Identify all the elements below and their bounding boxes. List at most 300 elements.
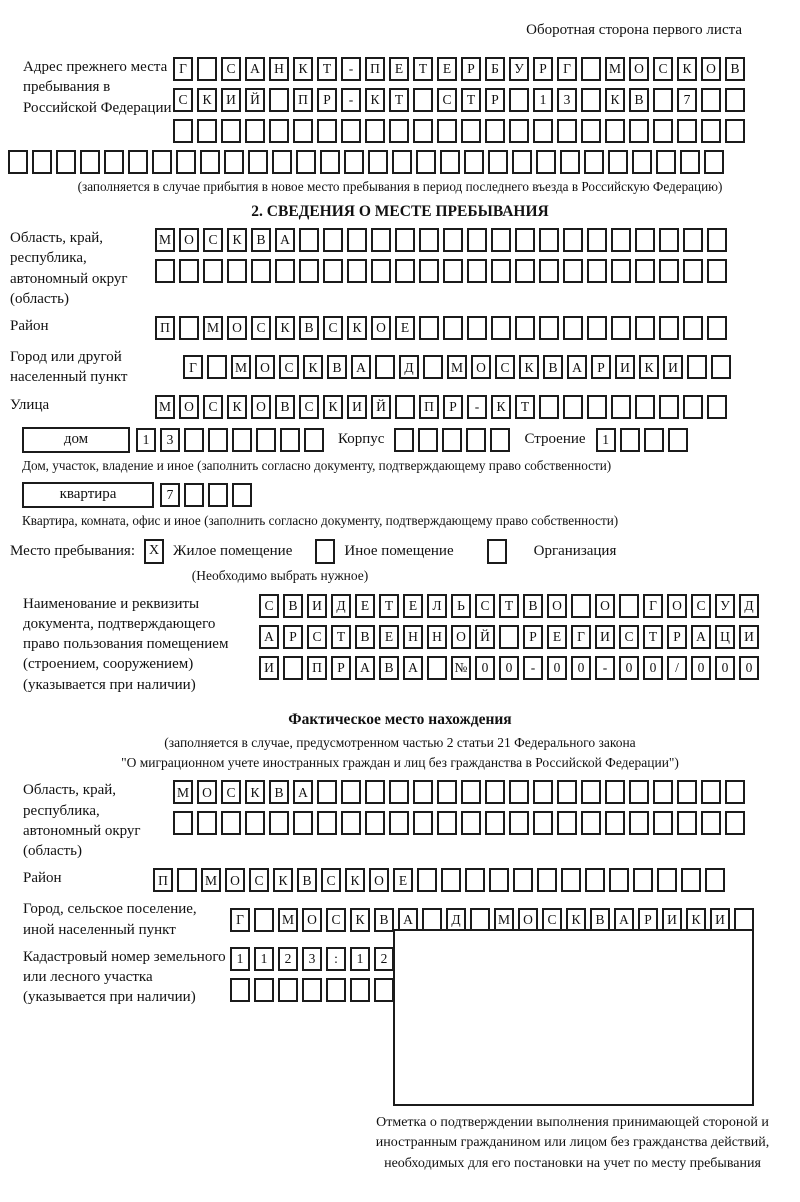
char-cell: У — [509, 57, 529, 81]
char-cell — [539, 259, 559, 283]
char-cell — [561, 868, 581, 892]
char-cell: М — [605, 57, 625, 81]
char-cell — [365, 780, 385, 804]
char-cell — [413, 811, 433, 835]
char-cell — [585, 868, 605, 892]
char-cell: Й — [371, 395, 391, 419]
char-cell — [734, 908, 754, 932]
char-cell — [725, 811, 745, 835]
char-cell: К — [639, 355, 659, 379]
char-cell — [701, 88, 721, 112]
char-cell: А — [259, 625, 279, 649]
char-cell — [659, 395, 679, 419]
char-cell — [539, 316, 559, 340]
char-cell: Р — [461, 57, 481, 81]
char-cell — [467, 316, 487, 340]
char-cell — [232, 483, 252, 507]
actual-caption-1: (заполняется в случае, предусмотренном частью 2 статьи 21 Федерального закона — [164, 734, 636, 750]
char-cell: О — [471, 355, 491, 379]
doc-label: Наименование и реквизиты документа, подтверждающего право пользования помещением (строением, сооружением) (указывается при наличии) — [23, 595, 229, 693]
char-cell — [653, 119, 673, 143]
char-cell: О — [451, 625, 471, 649]
char-cell: Е — [437, 57, 457, 81]
actual-caption — [0, 733, 800, 774]
char-cell: К — [293, 57, 313, 81]
actual-caption-2: "О миграционном учете иностранных граждан и лиц без гражданства в Российской Федерации") — [121, 755, 679, 770]
char-cell — [489, 868, 509, 892]
char-cell — [104, 150, 124, 174]
char-cell: Т — [515, 395, 535, 419]
char-cell — [375, 355, 395, 379]
char-cell: М — [203, 316, 223, 340]
char-cell — [464, 150, 484, 174]
char-cell — [467, 259, 487, 283]
char-cell: Р — [591, 355, 611, 379]
char-cell: 0 — [475, 656, 495, 680]
char-cell: 3 — [302, 947, 322, 971]
char-cell: С — [321, 868, 341, 892]
char-cell — [272, 150, 292, 174]
char-cell — [611, 228, 631, 252]
char-cell — [427, 656, 447, 680]
char-cell: Д — [446, 908, 466, 932]
f-oblast-row-2 — [173, 811, 745, 835]
char-cell: И — [663, 355, 683, 379]
kvartira-field — [22, 482, 800, 508]
char-cell — [423, 355, 443, 379]
char-cell — [245, 119, 265, 143]
char-cell — [536, 150, 556, 174]
char-cell: О — [179, 228, 199, 252]
char-cell — [443, 316, 463, 340]
char-cell — [581, 811, 601, 835]
prev-address-label: Адрес прежнего места пребывания в Российской Федерации — [23, 59, 172, 116]
gorod-field — [10, 347, 800, 388]
char-cell — [711, 355, 731, 379]
char-cell — [207, 355, 227, 379]
char-cell: Л — [427, 594, 447, 618]
mesto-field — [10, 539, 800, 564]
char-cell: А — [351, 355, 371, 379]
char-cell: Е — [389, 57, 409, 81]
char-cell: Р — [485, 88, 505, 112]
char-cell — [280, 428, 300, 452]
char-cell — [701, 811, 721, 835]
prev-address-row-2 — [173, 88, 745, 112]
char-cell — [491, 259, 511, 283]
doc-row-3 — [259, 656, 759, 680]
char-cell — [725, 119, 745, 143]
char-cell: Й — [245, 88, 265, 112]
char-cell: А — [398, 908, 418, 932]
char-cell: М — [231, 355, 251, 379]
char-cell: Т — [331, 625, 351, 649]
char-cell — [677, 119, 697, 143]
prev-address-block — [23, 57, 800, 143]
char-cell — [539, 228, 559, 252]
char-cell: К — [273, 868, 293, 892]
char-cell: Р — [523, 625, 543, 649]
dom-caption: Дом, участок, владение и иное (заполнить согласно документу, подтверждающему право собственности) — [22, 457, 612, 473]
char-cell: А — [403, 656, 423, 680]
kadastr-label: Кадастровый номер земельного или лесного участка (указывается при наличии) — [23, 948, 226, 1006]
char-cell — [200, 150, 220, 174]
char-cell: № — [451, 656, 471, 680]
char-cell: В — [327, 355, 347, 379]
stamp-box — [393, 929, 754, 1106]
char-cell: - — [595, 656, 615, 680]
char-cell — [635, 228, 655, 252]
char-cell: 1 — [254, 947, 274, 971]
char-cell — [509, 780, 529, 804]
char-cell: К — [275, 316, 295, 340]
raion-row — [155, 316, 727, 340]
oblast-label: Область, край, республика, автономный округ (область) — [10, 230, 128, 307]
char-cell — [704, 150, 724, 174]
char-cell — [317, 119, 337, 143]
char-cell — [256, 428, 276, 452]
doc-row-1 — [259, 594, 759, 618]
char-cell — [254, 978, 274, 1002]
char-cell — [437, 119, 457, 143]
char-cell: О — [369, 868, 389, 892]
char-cell: - — [523, 656, 543, 680]
char-cell: А — [355, 656, 375, 680]
char-cell — [635, 395, 655, 419]
char-cell — [32, 150, 52, 174]
char-cell — [629, 780, 649, 804]
char-cell: 7 — [677, 88, 697, 112]
char-cell — [609, 868, 629, 892]
char-cell: В — [251, 228, 271, 252]
char-cell — [512, 150, 532, 174]
char-cell: Й — [475, 625, 495, 649]
char-cell: В — [379, 656, 399, 680]
char-cell: 1 — [136, 428, 156, 452]
char-cell: 0 — [547, 656, 567, 680]
char-cell — [499, 625, 519, 649]
char-cell — [533, 119, 553, 143]
char-cell — [371, 259, 391, 283]
char-cell — [705, 868, 725, 892]
ulitsa-label: Улица — [10, 396, 50, 413]
char-cell: С — [307, 625, 327, 649]
korpus-row — [394, 428, 510, 452]
char-cell — [389, 780, 409, 804]
char-cell — [269, 119, 289, 143]
char-cell — [417, 868, 437, 892]
char-cell: К — [491, 395, 511, 419]
char-cell: С — [323, 316, 343, 340]
char-cell — [581, 57, 601, 81]
char-cell: К — [365, 88, 385, 112]
char-cell — [509, 119, 529, 143]
char-cell: Г — [230, 908, 250, 932]
char-cell: В — [355, 625, 375, 649]
char-cell — [605, 811, 625, 835]
char-cell: 2 — [278, 947, 298, 971]
char-cell: И — [259, 656, 279, 680]
char-cell: С — [279, 355, 299, 379]
char-cell — [485, 119, 505, 143]
char-cell: В — [725, 57, 745, 81]
f-gorod-row — [230, 908, 754, 932]
char-cell: К — [245, 780, 265, 804]
kvartira-caption: Квартира, комната, офис и иное (заполнить согласно документу, подтверждающему право собственности) — [22, 512, 619, 528]
mesto-note: (Необходимо выбрать нужное) — [191, 567, 369, 583]
doc-field — [23, 594, 800, 695]
kvartira-box: квартира — [22, 482, 154, 508]
char-cell — [707, 259, 727, 283]
char-cell — [184, 483, 204, 507]
char-cell: С — [495, 355, 515, 379]
char-cell — [317, 780, 337, 804]
char-cell — [419, 316, 439, 340]
char-cell — [581, 119, 601, 143]
char-cell — [635, 259, 655, 283]
char-cell — [176, 150, 196, 174]
char-cell — [681, 868, 701, 892]
char-cell — [644, 428, 664, 452]
char-cell — [251, 259, 271, 283]
f-raion-label: Район — [23, 870, 62, 887]
char-cell — [320, 150, 340, 174]
char-cell — [659, 316, 679, 340]
char-cell — [341, 119, 361, 143]
char-cell — [416, 150, 436, 174]
char-cell — [173, 811, 193, 835]
char-cell — [344, 150, 364, 174]
char-cell — [179, 316, 199, 340]
char-cell — [470, 908, 490, 932]
char-cell: Ь — [451, 594, 471, 618]
char-cell: С — [326, 908, 346, 932]
stroenie-label: Строение — [524, 431, 586, 447]
char-cell — [701, 780, 721, 804]
char-cell — [389, 119, 409, 143]
char-cell — [347, 259, 367, 283]
oblast-field — [10, 228, 800, 309]
ulitsa-field — [10, 395, 800, 419]
char-cell — [515, 259, 535, 283]
char-cell: О — [302, 908, 322, 932]
char-cell — [197, 57, 217, 81]
char-cell: В — [297, 868, 317, 892]
char-cell: С — [619, 625, 639, 649]
char-cell — [203, 259, 223, 283]
char-cell: С — [251, 316, 271, 340]
char-cell — [278, 978, 298, 1002]
char-cell — [490, 428, 510, 452]
char-cell — [413, 780, 433, 804]
dom-box: дом — [22, 427, 130, 453]
char-cell — [269, 88, 289, 112]
char-cell: С — [203, 228, 223, 252]
char-cell — [413, 119, 433, 143]
char-cell — [629, 119, 649, 143]
char-cell: 7 — [160, 483, 180, 507]
char-cell: А — [275, 228, 295, 252]
char-cell: Т — [317, 57, 337, 81]
mesto-label: Место пребывания: — [10, 542, 135, 559]
char-cell — [587, 228, 607, 252]
prev-address-row-1 — [173, 57, 745, 81]
char-cell — [368, 150, 388, 174]
char-cell — [563, 395, 583, 419]
char-cell — [269, 811, 289, 835]
char-cell: Е — [403, 594, 423, 618]
char-cell: М — [155, 228, 175, 252]
char-cell: С — [653, 57, 673, 81]
char-cell — [350, 978, 370, 1002]
char-cell — [8, 150, 28, 174]
char-cell — [296, 150, 316, 174]
char-cell — [725, 88, 745, 112]
prev-address-rows — [173, 57, 745, 143]
char-cell — [341, 811, 361, 835]
char-cell — [587, 316, 607, 340]
char-cell: Н — [269, 57, 289, 81]
char-cell — [587, 259, 607, 283]
form-page — [0, 22, 800, 1202]
char-cell: К — [227, 228, 247, 252]
char-cell — [419, 259, 439, 283]
char-cell — [619, 594, 639, 618]
char-cell — [608, 150, 628, 174]
char-cell: П — [307, 656, 327, 680]
char-cell: М — [155, 395, 175, 419]
char-cell — [683, 259, 703, 283]
char-cell: Е — [379, 625, 399, 649]
char-cell: В — [629, 88, 649, 112]
char-cell: С — [221, 57, 241, 81]
char-cell: М — [494, 908, 514, 932]
prev-address-row-4 — [8, 150, 800, 174]
char-cell — [323, 259, 343, 283]
char-cell: О — [701, 57, 721, 81]
char-cell — [491, 316, 511, 340]
char-cell — [304, 428, 324, 452]
char-cell — [293, 119, 313, 143]
char-cell: И — [347, 395, 367, 419]
char-cell — [437, 780, 457, 804]
char-cell: Р — [667, 625, 687, 649]
char-cell — [605, 780, 625, 804]
char-cell: К — [347, 316, 367, 340]
char-cell — [611, 395, 631, 419]
f-raion-row — [153, 868, 725, 892]
char-cell — [317, 811, 337, 835]
checkbox-inoe — [315, 539, 335, 564]
char-cell: С — [299, 395, 319, 419]
char-cell — [533, 811, 553, 835]
char-cell — [227, 259, 247, 283]
char-cell: В — [590, 908, 610, 932]
raion-label: Район — [10, 318, 49, 334]
char-cell — [56, 150, 76, 174]
char-cell — [365, 811, 385, 835]
char-cell — [248, 150, 268, 174]
char-cell — [513, 868, 533, 892]
char-cell — [683, 228, 703, 252]
doc-row-2 — [259, 625, 759, 649]
char-cell: - — [341, 57, 361, 81]
char-cell — [635, 316, 655, 340]
char-cell: Е — [395, 316, 415, 340]
char-cell: Г — [557, 57, 577, 81]
char-cell: С — [691, 594, 711, 618]
char-cell — [509, 88, 529, 112]
char-cell: Т — [461, 88, 481, 112]
char-cell — [707, 395, 727, 419]
char-cell: В — [543, 355, 563, 379]
f-oblast-label: Область, край, республика, автономный округ (область) — [23, 782, 141, 859]
char-cell — [365, 119, 385, 143]
char-cell — [620, 428, 640, 452]
char-cell: С — [203, 395, 223, 419]
char-cell: К — [677, 57, 697, 81]
char-cell: 1 — [230, 947, 250, 971]
char-cell: П — [155, 316, 175, 340]
ulitsa-row — [155, 395, 727, 419]
char-cell: 0 — [619, 656, 639, 680]
char-cell — [509, 811, 529, 835]
char-cell: 3 — [557, 88, 577, 112]
char-cell — [208, 428, 228, 452]
char-cell — [461, 780, 481, 804]
char-cell — [323, 228, 343, 252]
char-cell: О — [595, 594, 615, 618]
char-cell — [128, 150, 148, 174]
char-cell — [488, 150, 508, 174]
char-cell — [659, 228, 679, 252]
char-cell — [563, 228, 583, 252]
char-cell — [581, 88, 601, 112]
char-cell: К — [303, 355, 323, 379]
checkbox-zhiloe: X — [144, 539, 164, 564]
char-cell: 1 — [596, 428, 616, 452]
char-cell — [656, 150, 676, 174]
char-cell: Е — [393, 868, 413, 892]
char-cell — [299, 259, 319, 283]
char-cell — [443, 228, 463, 252]
f-oblast-row-1 — [173, 780, 745, 804]
char-cell: Т — [413, 57, 433, 81]
char-cell: 0 — [499, 656, 519, 680]
char-cell: И — [615, 355, 635, 379]
char-cell — [437, 811, 457, 835]
char-cell: Д — [739, 594, 759, 618]
char-cell: О — [547, 594, 567, 618]
char-cell — [302, 978, 322, 1002]
char-cell: - — [341, 88, 361, 112]
char-cell — [659, 259, 679, 283]
korpus-label: Корпус — [338, 431, 385, 447]
char-cell — [179, 259, 199, 283]
char-cell: Б — [485, 57, 505, 81]
char-cell — [440, 150, 460, 174]
char-cell — [515, 316, 535, 340]
char-cell: К — [197, 88, 217, 112]
char-cell: К — [323, 395, 343, 419]
char-cell: О — [197, 780, 217, 804]
char-cell — [443, 259, 463, 283]
char-cell: К — [345, 868, 365, 892]
char-cell — [629, 811, 649, 835]
char-cell — [177, 868, 197, 892]
f-oblast-field — [23, 780, 800, 861]
char-cell — [347, 228, 367, 252]
